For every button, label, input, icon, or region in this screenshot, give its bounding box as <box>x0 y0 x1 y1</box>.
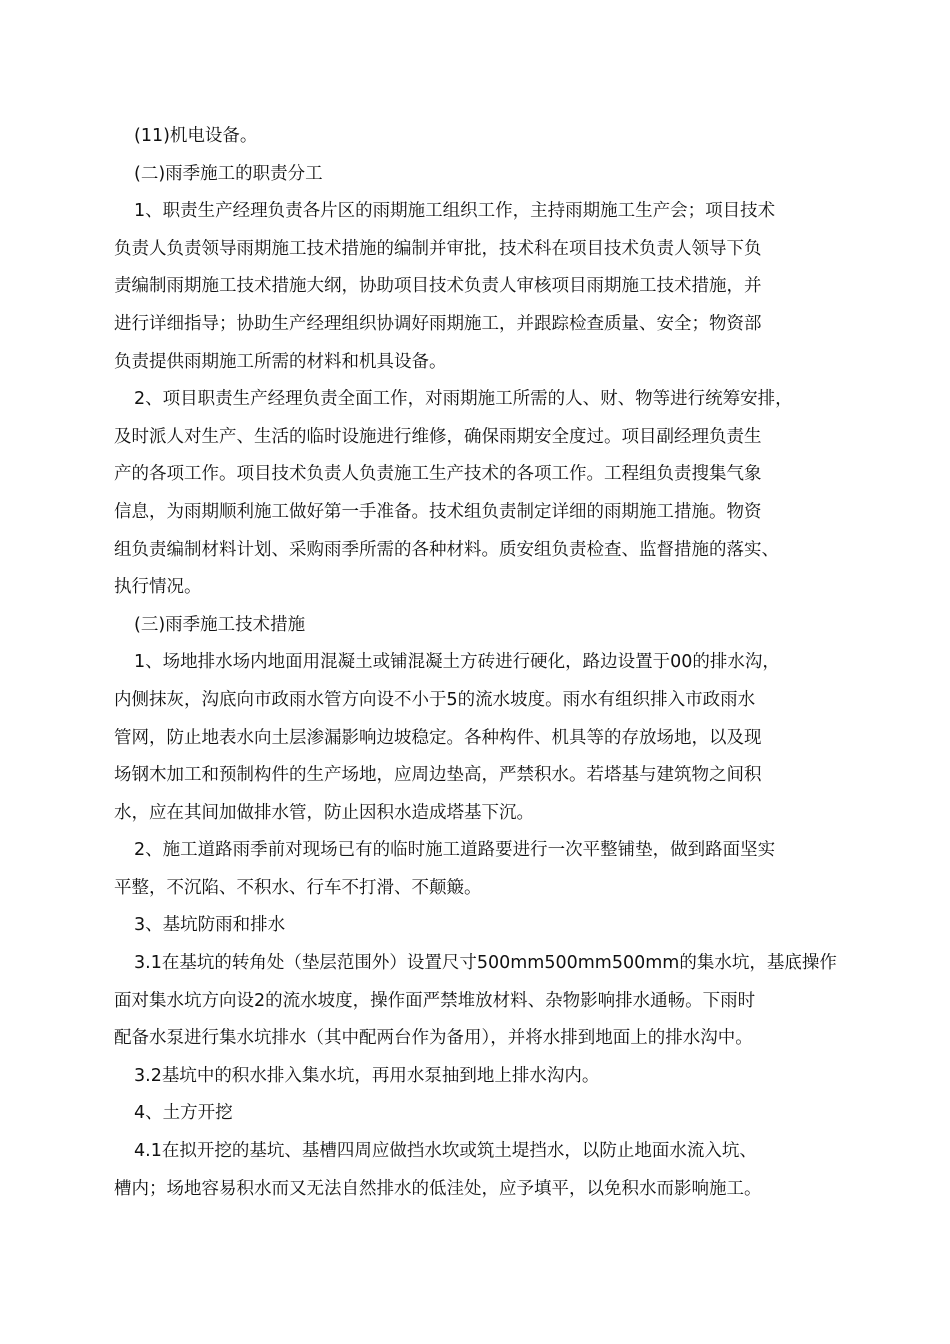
paragraph <box>114 381 838 607</box>
text-line: 3、基坑防雨和排水 <box>134 915 286 936</box>
text-line: 4.1在拟开挖的基坑、基槽四周应做挡水坎或筑土堤挡水，以防止地面水流入坑、 <box>134 1141 757 1162</box>
paragraph <box>114 1095 838 1133</box>
text-line: 责编制雨期施工技术措施大纲，协助项目技术负责人审核项目雨期施工技术措施，并 <box>114 276 762 297</box>
text-line: 1、职责生产经理负责各片区的雨期施工组织工作，主持雨期施工生产会；项目技术 <box>134 201 776 222</box>
paragraph <box>114 118 838 156</box>
text-line: (三)雨季施工技术措施 <box>134 614 306 635</box>
text-line: 1、场地排水场内地面用混凝土或铺混凝土方砖进行硬化，路边设置于00的排水沟， <box>134 652 780 673</box>
text-line: 2、项目职责生产经理负责全面工作，对雨期施工所需的人、财、物等进行统筹安排， <box>134 389 793 410</box>
paragraph <box>114 945 838 1058</box>
paragraph <box>114 832 838 907</box>
text-line: 内侧抹灰，沟底向市政雨水管方向设不小于5的流水坡度。雨水有组织排入市政雨水 <box>114 689 756 710</box>
document-body <box>114 118 838 1208</box>
paragraph <box>114 156 838 194</box>
paragraph <box>114 1133 838 1208</box>
text-line: 进行详细指导；协助生产经理组织协调好雨期施工，并跟踪检查质量、安全；物资部 <box>114 313 762 334</box>
text-line: 配备水泵进行集水坑排水（其中配两台作为备用），并将水排到地面上的排水沟中。 <box>114 1028 753 1049</box>
text-line: 4、土方开挖 <box>134 1103 233 1124</box>
text-line: 3.2基坑中的积水排入集水坑，再用水泵抽到地上排水沟内。 <box>134 1065 600 1086</box>
text-line: 执行情况。 <box>114 577 202 598</box>
text-line: 负责提供雨期施工所需的材料和机具设备。 <box>114 351 447 372</box>
text-line: 组负责编制材料计划、采购雨季所需的各种材料。质安组负责检查、监督措施的落实、 <box>114 539 779 560</box>
paragraph <box>114 1058 838 1096</box>
paragraph <box>114 607 838 645</box>
text-line: 及时派人对生产、生活的临时设施进行维修，确保雨期安全度过。项目副经理负责生 <box>114 426 762 447</box>
text-line: 槽内；场地容易积水而又无法自然排水的低洼处，应予填平，以免积水而影响施工。 <box>114 1178 762 1199</box>
paragraph <box>114 907 838 945</box>
text-line: 信息，为雨期顺利施工做好第一手准备。技术组负责制定详细的雨期施工措施。物资 <box>114 501 762 522</box>
text-line: 场钢木加工和预制构件的生产场地，应周边垫高，严禁积水。若塔基与建筑物之间积 <box>114 765 762 786</box>
text-line: 管网，防止地表水向土层渗漏影响边坡稳定。各种构件、机具等的存放场地，以及现 <box>114 727 762 748</box>
paragraph <box>114 193 838 381</box>
text-line: 水，应在其间加做排水管，防止因积水造成塔基下沉。 <box>114 802 534 823</box>
text-line: (11)机电设备。 <box>134 126 258 146</box>
text-line: 3.1在基坑的转角处（垫层范围外）设置尺寸500mm500mm500mm的集水坑，基底操作 <box>134 953 837 974</box>
text-line: (二)雨季施工的职责分工 <box>134 163 323 184</box>
text-line: 平整，不沉陷、不积水、行车不打滑、不颠簸。 <box>114 877 482 898</box>
text-line: 产的各项工作。项目技术负责人负责施工生产技术的各项工作。工程组负责搜集气象 <box>114 464 762 485</box>
paragraph <box>114 644 838 832</box>
text-line: 负责人负责领导雨期施工技术措施的编制并审批，技术科在项目技术负责人领导下负 <box>114 238 762 259</box>
text-line: 2、施工道路雨季前对现场已有的临时施工道路要进行一次平整铺垫，做到路面坚实 <box>134 840 776 861</box>
text-line: 面对集水坑方向设2的流水坡度，操作面严禁堆放材料、杂物影响排水通畅。下雨时 <box>114 990 756 1011</box>
